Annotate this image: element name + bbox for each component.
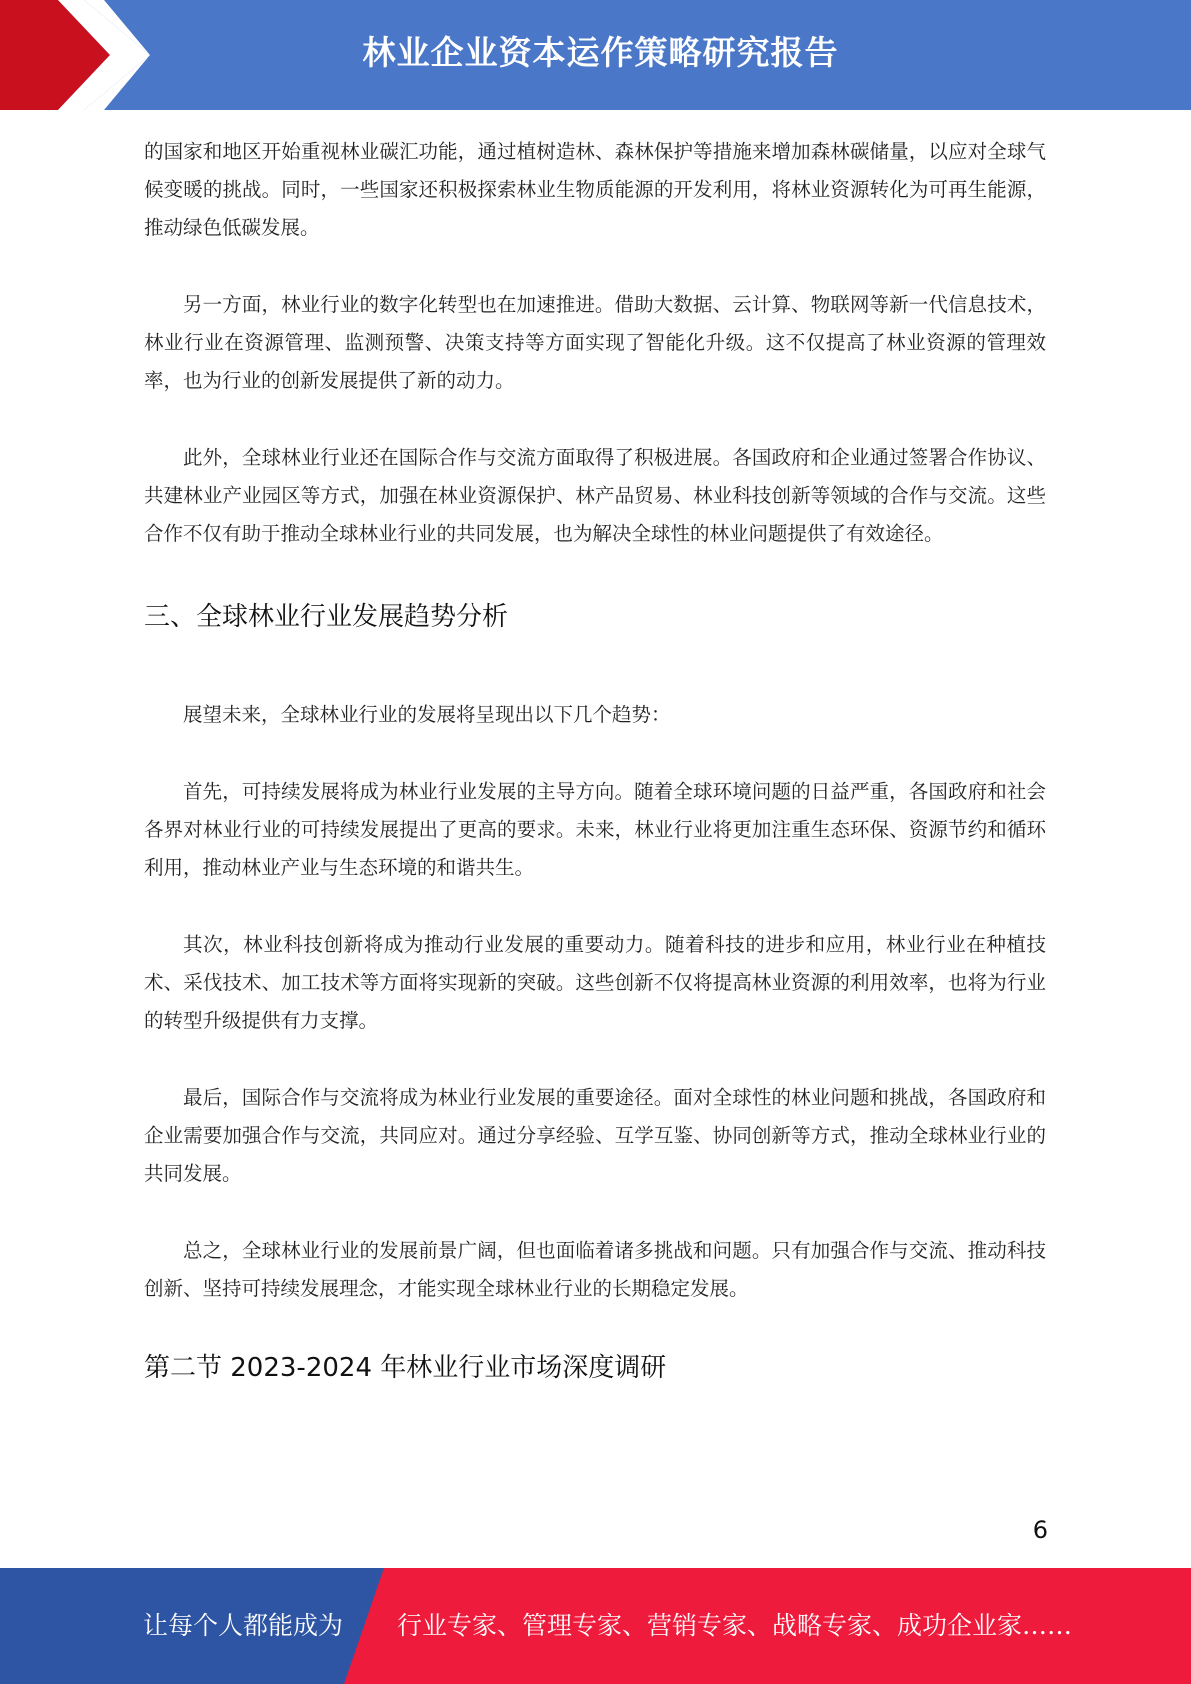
paragraph-trend-innovation: 其次，林业科技创新将成为推动行业发展的重要动力。随着科技的进步和应用，林业行业在种植技术、采伐技术、加工技术等方面将实现新的突破。这些创新不仅将提高林业资源的利用效率，也将为行业的转型升级提供有力支撑。	[144, 933, 1046, 1032]
paragraph-digital-transformation: 另一方面，林业行业的数字化转型也在加速推进。借助大数据、云计算、物联网等新一代信息技术，林业行业在资源管理、监测预警、决策支持等方面实现了智能化升级。这不仅提高了林业资源的管理效率，也为行业的创新发展提供了新的动力。	[144, 293, 1046, 392]
page-header	[0, 0, 1191, 110]
page-footer	[0, 1568, 1191, 1684]
footer-slogan-left: 让每个人都能成为	[143, 1611, 344, 1640]
page-number: 6	[1032, 1516, 1048, 1544]
report-title: 林业企业资本运作策略研究报告	[362, 33, 839, 72]
footer-slogan-right: 行业专家、管理专家、营销专家、战略专家、成功企业家……	[397, 1611, 1073, 1640]
paragraph-international-cooperation: 此外，全球林业行业还在国际合作与交流方面取得了积极进展。各国政府和企业通过签署合作协议、共建林业产业园区等方式，加强在林业资源保护、林产品贸易、林业科技创新等领域的合作与交流。这些合作不仅有助于推动全球林业行业的共同发展，也为解决全球性的林业问题提供了有效途径。	[144, 446, 1046, 545]
paragraph-carbon-sink: 的国家和地区开始重视林业碳汇功能，通过植树造林、森林保护等措施来增加森林碳储量，以应对全球气候变暖的挑战。同时，一些国家还积极探索林业生物质能源的开发利用，将林业资源转化为可再生能源，推动绿色低碳发展。	[144, 140, 1046, 239]
paragraph-conclusion: 总之，全球林业行业的发展前景广阔，但也面临着诸多挑战和问题。只有加强合作与交流、推动科技创新、坚持可持续发展理念，才能实现全球林业行业的长期稳定发展。	[144, 1239, 1046, 1300]
section-heading-trends: 三、全球林业行业发展趋势分析	[144, 602, 509, 632]
section-heading-market-research: 第二节 2023-2024 年林业行业市场深度调研	[144, 1353, 667, 1383]
paragraph-trend-sustainability: 首先，可持续发展将成为林业行业发展的主导方向。随着全球环境问题的日益严重，各国政府和社会各界对林业行业的可持续发展提出了更高的要求。未来，林业行业将更加注重生态环保、资源节约和循环利用，推动林业产业与生态环境的和谐共生。	[144, 780, 1046, 879]
page-content	[144, 133, 1046, 1388]
paragraph-trend-cooperation: 最后，国际合作与交流将成为林业行业发展的重要途径。面对全球性的林业问题和挑战，各国政府和企业需要加强合作与交流，共同应对。通过分享经验、互学互鉴、协同创新等方式，推动全球林业行业的共同发展。	[144, 1086, 1046, 1185]
paragraph-outlook: 展望未来，全球林业行业的发展将呈现出以下几个趋势：	[183, 703, 671, 726]
